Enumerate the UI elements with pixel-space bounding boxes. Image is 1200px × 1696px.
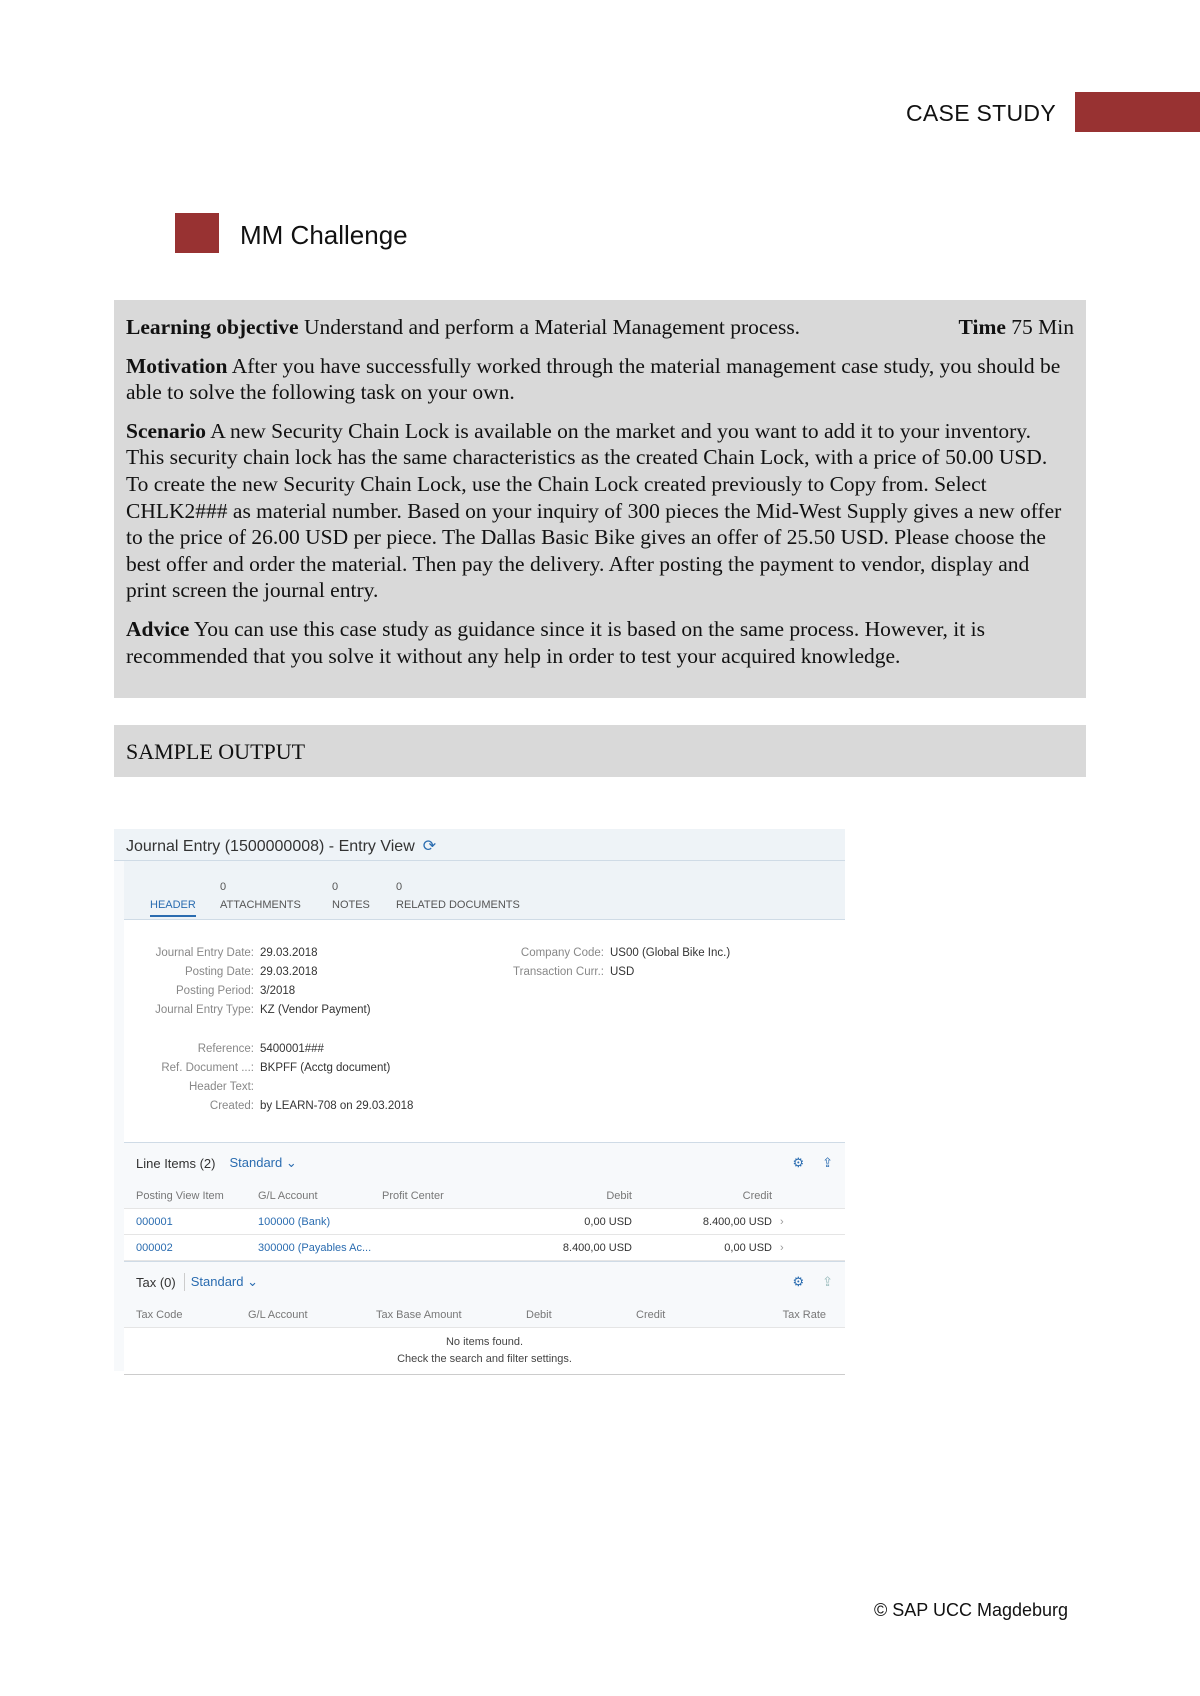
table-row[interactable]: 000001 100000 (Bank) 0,00 USD 8.400,00 USD ›: [124, 1209, 845, 1235]
scenario-text: A new Security Chain Lock is available on the market and you want to add it to your inventory. This security chain lock has the same characteristics as the created Chain Lock, with a price of 50.00 USD. To create the new Security Chain Lock, use the Chain Lock created previously to Copy from. Select CHLK2### as material number. Based on your inquiry of 300 pieces the Mid-West Supply gives a new offer to the price of 26.00 USD per piece. The Dallas Basic Bike gives an offer of 25.50 USD. Please choose the best offer and order the material. Then pay the delivery. After posting the payment to vendor, display and print screen the journal entry.: [126, 418, 1062, 603]
sample-output-heading: SAMPLE OUTPUT: [114, 725, 1086, 777]
time-text: 75 Min: [1011, 315, 1074, 339]
settings-icon[interactable]: ⚙: [792, 1155, 805, 1170]
page-title: MM Challenge: [240, 220, 408, 250]
line-items-title: Line Items (2): [136, 1155, 216, 1171]
export-icon: ⇪: [822, 1274, 833, 1289]
tax-section: [124, 1261, 845, 1375]
tab-related-documents[interactable]: 0 RELATED DOCUMENTS: [396, 881, 520, 911]
tab-header[interactable]: HEADER: [150, 893, 196, 917]
table-header: Tax Code G/L Account Tax Base Amount Debit Credit Tax Rate: [124, 1302, 845, 1328]
refresh-icon[interactable]: ⟳: [422, 838, 437, 855]
field-journal-entry-type: Journal Entry Type: KZ (Vendor Payment): [155, 1004, 371, 1016]
field-posting-date: Posting Date: 29.03.2018: [184, 966, 318, 978]
time-label: Time: [958, 315, 1006, 339]
field-posting-period: Posting Period: 3/2018: [176, 985, 296, 997]
accent-square: [175, 213, 219, 253]
field-transaction-currency: Transaction Curr.: USD: [513, 966, 635, 978]
line-items-section: [124, 1142, 845, 1261]
table-row[interactable]: 000002 300000 (Payables Ac... 8.400,00 USD 0,00 USD ›: [124, 1235, 845, 1261]
settings-icon[interactable]: ⚙: [792, 1274, 805, 1289]
footer-copyright: © SAP UCC Magdeburg: [874, 1600, 1069, 1620]
export-icon[interactable]: ⇪: [822, 1155, 833, 1170]
case-study-label: CASE STUDY: [906, 100, 1056, 126]
advice-text: You can use this case study as guidance since it is based on the same process. However, it is recommended that you solve it without any help in order to test your acquired knowledge.: [126, 616, 985, 668]
journal-entry-screenshot: [114, 829, 845, 1371]
advice-label: Advice: [126, 616, 190, 641]
tab-notes[interactable]: 0 NOTES: [332, 881, 370, 911]
scenario-label: Scenario: [126, 418, 207, 443]
journal-title-bar: [114, 829, 845, 861]
variant-select[interactable]: Standard ⌄: [229, 1155, 297, 1170]
tab-attachments[interactable]: 0 ATTACHMENTS: [220, 881, 301, 911]
field-ref-document: Ref. Document ...: BKPFF (Acctg document): [161, 1062, 391, 1074]
tax-title: Tax (0): [136, 1274, 176, 1290]
journal-title: Journal Entry (1500000008) - Entry View: [126, 838, 415, 855]
header-fields: [124, 920, 845, 1142]
field-company-code: Company Code: US00 (Global Bike Inc.): [520, 947, 731, 959]
variant-select[interactable]: Standard ⌄: [190, 1274, 259, 1289]
lo-label: Learning objective: [126, 315, 299, 339]
field-reference: Reference: 5400001###: [197, 1043, 324, 1055]
field-header-text: Header Text:: [189, 1081, 254, 1093]
table-header: Posting View Item G/L Account Profit Center Debit Credit: [124, 1183, 845, 1209]
accent-bar: [1075, 92, 1200, 132]
lo-text: Understand and perform a Material Management process.: [303, 315, 801, 339]
motivation-text: After you have successfully worked through the material management case study, you should be able to solve the following task on your own.: [126, 353, 1061, 405]
motivation-label: Motivation: [126, 353, 228, 378]
field-created: Created: by LEARN-708 on 29.03.2018: [209, 1100, 414, 1112]
tab-bar: [124, 861, 845, 920]
objective-box: [114, 300, 1086, 698]
empty-message: No items found. Check the search and filter settings.: [124, 1328, 845, 1375]
field-journal-entry-date: Journal Entry Date: 29.03.2018: [155, 947, 318, 959]
